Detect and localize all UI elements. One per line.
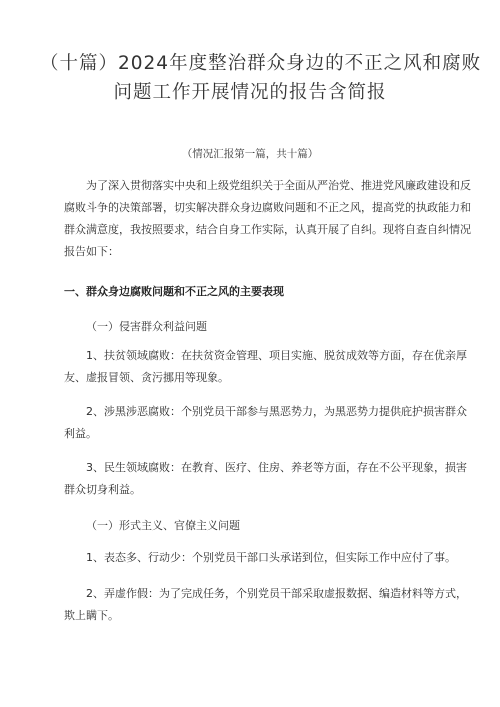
- subsection-heading-1: （一）侵害群众利益问题: [86, 320, 207, 333]
- item-line: 1、表态多、行动少：个别党员干部口头承诺到位，但实际工作中应付了事。: [86, 551, 456, 564]
- item-line: 欺上瞒下。: [64, 609, 119, 622]
- item-line: 3、民生领域腐败：在教育、医疗、住房、养老等方面，存在不公平现象，损害: [86, 461, 467, 474]
- item-line: 利益。: [64, 427, 97, 440]
- intro-line: 报告如下：: [64, 245, 119, 258]
- intro-line: 群众满意度，我按照要求，结合自身工作实际，认真开展了自纠。现将自查自纠情况: [64, 223, 471, 236]
- item-paragraph-4: [64, 547, 456, 569]
- document-title-line-2: 问题工作开展情况的报告含简报: [113, 82, 387, 103]
- item-line: 友、虚报冒领、贪污挪用等现象。: [64, 371, 229, 384]
- intro-paragraph: [64, 175, 471, 263]
- item-line: 群众切身利益。: [64, 483, 141, 496]
- document-title-line-1: （十篇）2024年度整治群众身边的不正之风和腐败: [40, 53, 482, 74]
- item-paragraph-3: [64, 457, 467, 501]
- item-paragraph-1: [64, 345, 467, 389]
- item-line: 1、扶贫领域腐败：在扶贫资金管理、项目实施、脱贫成效等方面，存在优亲厚: [86, 349, 467, 362]
- item-line: 2、涉黑涉恶腐败：个别党员干部参与黑恶势力，为黑恶势力提供庇护损害群众: [86, 405, 467, 418]
- subsection-heading-2: （一）形式主义、官僚主义问题: [86, 519, 240, 532]
- intro-line: 为了深入贯彻落实中央和上级党组织关于全面从严治党、推进党风廉政建设和反: [86, 179, 471, 192]
- item-paragraph-5: [64, 583, 467, 627]
- intro-line: 腐败斗争的决策部署，切实解决群众身边腐败问题和不正之风，提高党的执政能力和: [64, 201, 471, 214]
- item-paragraph-2: [64, 401, 467, 445]
- item-line: 2、弄虚作假：为了完成任务，个别党员干部采取虚报数据、编造材料等方式，: [86, 587, 467, 600]
- section-heading-1: 一、群众身边腐败问题和不正之风的主要表现: [64, 285, 284, 298]
- document-subtitle: （情况汇报第一篇，共十篇）: [181, 148, 319, 160]
